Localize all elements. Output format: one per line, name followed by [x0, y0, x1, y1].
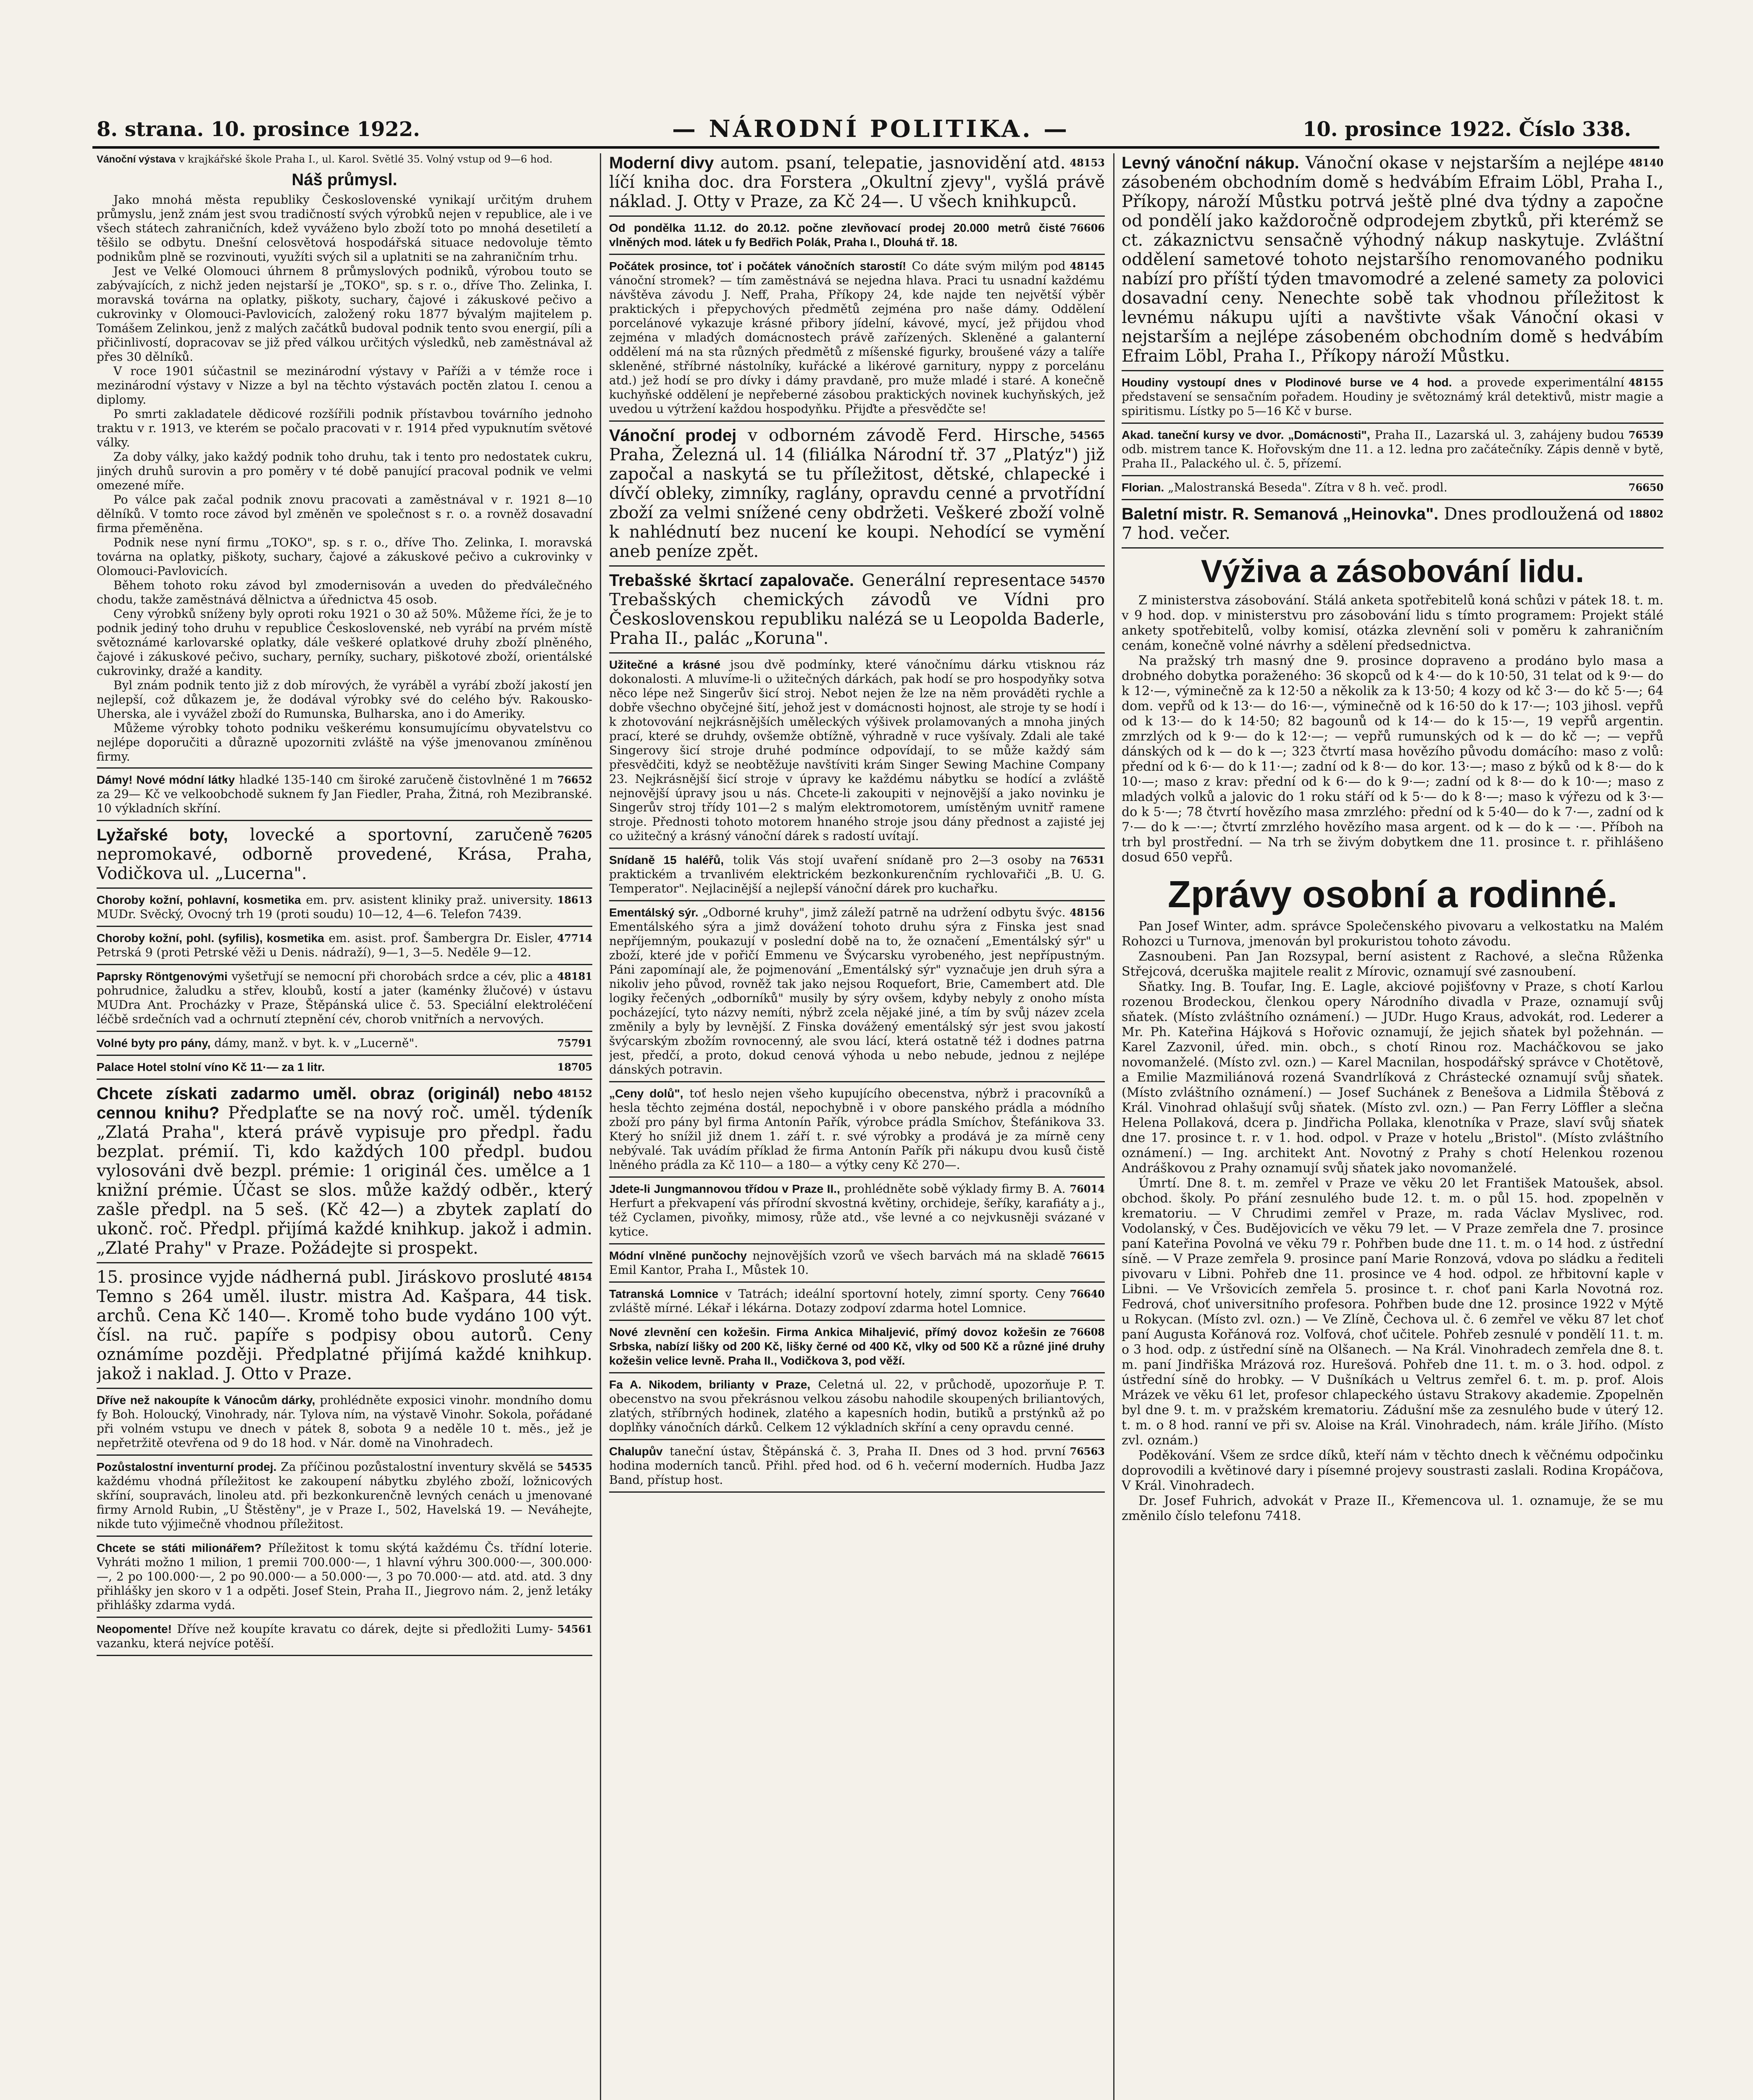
column-separator	[1113, 153, 1114, 2100]
ad-reference-number: 76014	[1070, 1183, 1105, 1195]
ad-body: taneční ústav, Štěpánská č. 3, Praha II. Dnes od 3 hod. první hodina moderních tanců. Přihl. před hod. od 6 h. večerní moderních. Hudba Jazz Band, přístup host.	[609, 1444, 1105, 1487]
ad-body: em. prv. asistent kliniky praž. university. MUDr. Svěcký, Ovocný trh 19 (proti soudu) 10—12, 4—6. Telefon 7439.	[97, 893, 553, 921]
ad-body: „Odborné kruhy", jimž záleží patrně na udržení odbytu švýc. Ementálského sýra a jimž dovážení tohoto druhu sýra z Finska jest snad nepříjemným, poukazují v poslední době na to, že označení „Ementálský sýr" u zboží, které jde v pořičí Emmenu ve Švýcarsku vyrobeného, jest nepřípustným. Páni zapomínají ale, že pojmenování „Ementálský sýr" vyznačuje jen druh sýra a nikoliv jeho původ, rovněž tak jako nejsou Roquefort, Brie, Camembert atd. Dle logiky řečených „odborníků" musily by sýry ovšem, kdyby nebyly z onoho místa pocházející, tyto názvy nemíti, nýbrž zcela nějaké jiné, a tím by svůj název zcela změnily a byly by levnější. Z Finska dovážený ementálský sýr jest svou jakostí švýcarským zbožím rovnocenný, ale svou lácí, která ostatně též i dodnes patrna jest, předčí, a proto, dokud cenová výhoda u nebo nebude, jednou z nejlépe dánských potravin.	[609, 906, 1105, 1076]
ad-reference-number: 76606	[1070, 222, 1105, 234]
classified-ad	[609, 1378, 1105, 1435]
ads-column-1	[97, 773, 592, 1656]
classified-ad	[609, 259, 1105, 416]
article-paragraph: Úmrtí. Dne 8. t. m. zemřel v Praze ve věku 20 let František Matoušek, absol. obchod. školy. Po přání zesnulého bude 12. t. m. o půl 15. hod. zpopelněn v krematoriu. — V Chrudimi zemřel v Praze, m. rada Václav Myslivec, rod. Vodolanský, v Čes. Budějovicích ve věku 79 let. — V Praze zemřela dne 7. prosince paní Kateřina Povolná ve věku 79 r. Pohřben bude dne 11. t. m. o 14 hod. z ústřední síně. — V Praze zemřela 9. prosince paní Marie Ronzová, vdova po sládku a řediteli pivovaru v Libni. Pohřeb dne 11. prosince ve 4 hod. odpol. ze hřbitovní kaple v Libni. — Ve Vršovicích zemřela 5. prosince t. r. choť pani Karla Novotná roz. Fedrová, choť universitního profesora. Pohřben bude dne 12. prosince 1922 v Mýtě u Rokycan. (Místo zvl. ozn.) — Ve Zlíně, Čechova ul. č. 6 zemřel ve věku 87 let choť paní Augusta Kořánová roz. Volfová, choť učitele. Pohřeb zesnulé v pondělí 11. t. m. o 3 hod. odp. z ústřední síně na Olšanech. — Na Král. Vinohradech zemřela dne 8. t. m. paní Jindřiška Mrázová roz. Hurešová. Pohřeb dne 11. t. m. o 3. hod. odpol. z ústřední síně do hrobky. — V Dušníkách u Veltrus zemřel 6. t. m. p. prof. Alois Mrázek ve věku 61 let, profesor chlapeckého ústavu Strakovy akademie. Zpopelněn byl dne 9. t. m. v pražském krematoriu. Zádušní mše za zesnulého bude v úterý 12. t. m. o 8 hod. ranní ve při sv. Aloise na Král. Vinohradech, nám. krále Jiřího. (Místo zvl. oznám.)	[1122, 1176, 1664, 1448]
classified-ad	[97, 1541, 592, 1612]
ad-headline: Fa A. Nikodem, brilianty v Praze,	[609, 1378, 811, 1391]
classified-ad	[609, 853, 1105, 896]
ad-body: dámy, manž. v byt. k. v „Lucerně".	[214, 1036, 418, 1050]
ad-reference-number: 47714	[557, 932, 592, 944]
article-paragraph: V roce 1901 súčastnil se mezinárodní výstavy v Paříži a v témže roce i mezinárodní výstavy v Nizze a byl na těchto výstavách poctěn zlatou I. cenou a diplomy.	[97, 364, 592, 407]
ad-headline: Akad. taneční kursy ve dvor. „Domácnosti",	[1122, 428, 1370, 441]
ad-headline: Ementálský sýr.	[609, 906, 699, 919]
classified-ad	[609, 1287, 1105, 1315]
divider	[97, 1262, 592, 1263]
article-paragraph: Jako mnohá města republiky Československé vynikají určitým druhem průmyslu, jenž znám jest svou tradičností svých výrobků nejen v republice, ale i ve všech státech zahraničních, kdež vyváženo bylo zboží toto po mnohá desetiletí a těšilo se odbytu. Dnešní celosvětová hospodářská situace nedovoluje těmto podnikům plně se rozvinouti, využíti svých sil a uplatniti se na zahraničním trhu.	[97, 193, 592, 264]
article-paragraph: Poděkování. Všem ze srdce díků, kteří nám v těchto dnech k věčnému odpočinku doprovodili a květinové dary i písemné projevy soustrasti zaslali. Rodina Kropáčova, V Král. Vinohradech.	[1122, 1448, 1664, 1493]
article-paragraph: Po válce pak začal podnik znovu pracovati a zaměstnával v r. 1921 8—10 dělníků. V tomto roce závod byl změněn ve společnost s r. o. a rovněž dosavadní firma přeměněna.	[97, 493, 592, 535]
ad-body: Co dáte svým milým pod vánoční stromek? — tím zaměstnává se nejedna hlava. Praci tu usnadní každému návštěva závodu J. Neff, Praha, Příkopy 24, kde najde ten největší výběr praktických i přepychových předmětů zejména pro naše dámy. Oddělení porcelánové vykazuje krásné přibory jídelní, kávové, mycí, jež přijdou vhod zejména v mladých domácnostech právě zařízených. Skleněné a galanterní oddělení má na sta různých předmětů z míšenské figurky, broušené vázy a talíře skleněné, stříbrné nástolníky, kuřácké a likérové garnitury, nyppy z porcelánu atd.) jež hodí se pro dívky i dámy pravdaně, pro muže mladé i staré. A konečně kuchyňské oddělení je nepřeberné zásobou praktických novinek kuchyňských, jež uvedou u výtržení každou hospodyňku. Přijďte a přesvědčte se!	[609, 259, 1105, 416]
page-number-date: 8. strana. 10. prosince 1922.	[97, 118, 420, 141]
ad-reference-number: 76640	[1070, 1288, 1105, 1300]
divider	[1122, 499, 1664, 500]
ads-column-2	[609, 153, 1105, 1493]
article-paragraph: Podnik nese nyní firmu „TOKO", sp. s r. o., dříve Tho. Zelinka, I. moravská továrna na oplatky, piškoty, suchary, čajové a zákuskové pečivo a cukrovinky v Olomouci-Pavlovicích.	[97, 536, 592, 578]
classified-ad	[97, 773, 592, 816]
ad-headline: Snídaně 15 haléřů,	[609, 853, 724, 866]
food-article	[1122, 593, 1664, 865]
divider	[97, 1655, 592, 1656]
ad-reference-number: 54535	[557, 1461, 592, 1473]
ad-headline: Vánoční prodej	[609, 426, 737, 445]
classified-ad	[97, 1036, 592, 1050]
ad-body: „Malostranská Beseda". Zítra v 8 h. več. prodl.	[1168, 480, 1448, 494]
article-paragraph: Zasnoubeni. Pan Jan Rozsypal, berní asistent z Rachové, a slečna Růženka Střejcová, dceruška majitele realit z Mírovic, oznamují své zasnoubení.	[1122, 949, 1664, 979]
ad-headline: Počátek prosince, toť i počátek vánočních starostí!	[609, 260, 907, 273]
ad-reference-number: 48155	[1628, 376, 1664, 388]
ad-headline: Moderní divy	[609, 154, 714, 172]
ad-headline: Chcete získati zadarmo uměl. obraz (originál) nebo cennou knihu?	[97, 1084, 553, 1122]
ad-headline: Tatranská Lomnice	[609, 1287, 719, 1300]
ad-headline: Paprsky Röntgenovými	[97, 970, 228, 983]
ad-headline: Chcete se státi milionářem?	[97, 1541, 262, 1554]
classified-ad	[97, 1460, 592, 1531]
ad-body: Dříve než koupíte kravatu co dárek, dejte si předložiti Lumy-vazanku, která nejvíce potěší.	[97, 1622, 553, 1650]
ad-reference-number: 48152	[557, 1087, 592, 1100]
ad-body: vyšetřují se nemocní při chorobách srdce a cév, plic a pohrudnice, žaludku a střev, kloubů, kostí a jater (kaménky žlučové) v ústavu MUDra Ant. Procházky v Praze, Štěpánská ulice č. 53. Speciální elektroléčení léčbě srdečních vad a ochrnutí ztepnění cév, chorob vnitřních a nervových.	[97, 969, 592, 1026]
divider	[609, 652, 1105, 654]
ad-headline: Houdiny vystoupí dnes v Plodinové burse ve 4 hod.	[1122, 376, 1452, 389]
classified-ad	[97, 1268, 592, 1383]
ad-reference-number: 18802	[1628, 508, 1664, 520]
ad-reference-number: 75791	[557, 1037, 592, 1049]
article-paragraph: Sňatky. Ing. B. Toufar, Ing. E. Lagle, akciové pojišťovny v Praze, s chotí Karlou rozenou Brodeckou, členkou opery Národního divadla v Praze, oznamují svůj sňatek. (Místo zvláštního oznámení.) — JUDr. Hugo Kraus, advokát, rod. Lederer a Mr. Ph. Kateřina Hájková s Hořovic oznamují, že jejich sňatek byl požehnán. — Karel Zazvonil, úřed. min. obch., s chotí Rinou roz. Macháčkovou se jako novomanželé. (Místo zvl. ozn.) — Karel Macnilan, hospodářský správce v Chotětově, a Emilie Mazmiliánová rozená Svandrlíková z Chrástecké oznamují svůj sňatek. (Místo zvláštního oznámení.) — Josef Suchánek z Benešova a Lidmila Štěbová z Král. Vinohrad ohlašují svůj sňatek. (Místo zvl. ozn.) — Pan Ferry Löffler a slečna Helena Pollaková, dcera p. Jindřicha Pollaka, klenotníka v Praze, slaví svůj sňatek dne 17. prosince t. r. v 1. hod. odpol. v Praze v hotelu „Bristol". (Místo zvláštního oznámení.) — Ing. architekt Ant. Novotný z Prahy s chotí Helenkou rozenou Andráškovou z Prahy oznamují svůj sňatek jako novomanželé.	[1122, 979, 1664, 1176]
divider	[609, 848, 1105, 849]
ad-reference-number: 76539	[1628, 429, 1664, 441]
classified-ad	[97, 1622, 592, 1651]
ad-headline: Jdete-li Jungmannovou třídou v Praze II.,	[609, 1182, 840, 1195]
column-1	[97, 153, 592, 2100]
ads-column-3	[1122, 153, 1664, 549]
divider	[1122, 475, 1664, 476]
article-paragraph: Za doby války, jako každý podnik toho druhu, tak i tento pro nedostatek cukru, jiných druhů surovin a pro poměry v té době panující pracoval podnik ve velmi omezené míře.	[97, 450, 592, 492]
divider	[609, 1439, 1105, 1440]
divider	[97, 926, 592, 927]
ad-headline: Trebašské škrtací zapalovače.	[609, 571, 854, 590]
ad-reference-number: 48154	[557, 1271, 592, 1283]
article-paragraph: Dr. Josef Fuhrich, advokát v Praze II., Křemencova ul. 1. oznamuje, že se mu změnilo číslo telefonu 7418.	[1122, 1494, 1664, 1523]
ad-headline: Choroby kožní, pohlavní, kosmetika	[97, 893, 301, 906]
ad-headline: „Ceny dolů",	[609, 1087, 683, 1100]
ad-body: tolik Vás stojí uvaření snídaně pro 2—3 osoby na praktickém a trvanlivém elektrickém bezkonkurenčním rychlovařiči „B. U. G. Temperator". Nejlacinější a nejlepší vánoční dárek pro kuchařku.	[609, 853, 1105, 895]
classified-ad	[609, 1325, 1105, 1368]
newspaper-title: — NÁRODNÍ POLITIKA. —	[672, 115, 1070, 143]
classified-ad	[609, 906, 1105, 1077]
divider	[609, 1081, 1105, 1082]
ad-reference-number: 76615	[1070, 1250, 1105, 1262]
ad-reference-number: 48140	[1628, 157, 1664, 169]
ad-body: Za příčinou pozůstalostní inventury skvělá se každému vhodná příležitost ke zakoupení nábytku zbylého zboží, ložnicových skříní, soupravách, linoleu atd. při bezkonkurenčně levných cenách u jmenované firmy Arnold Rubin, „U Štěstěny", je v Praze I., 502, Havelská 19. — Neváhejte, nikde tuto výjimečně vhodnou příležitost.	[97, 1460, 592, 1531]
divider	[97, 1536, 592, 1537]
ad-body: lovecké a sportovní, zaručeně nepromokavé, odborně provedené, Krása, Praha, Vodičkova ul. „Lucerna".	[97, 825, 592, 883]
ad-reference-number: 54565	[1070, 429, 1105, 441]
ad-body: 15. prosince vyjde nádherná publ. Jiráskovo prosluté Temno s 264 uměl. ilustr. mistra Ad. Kašpara, 44 tisk. archů. Cena Kč 140—. Kromě toho bude vydáno 100 výt. čísl. na ruč. papíře s podpisy obou autorů. Ceny oznámíme později. Předplatné přijímá každé knihkup. jakož i naklad. J. Otto v Praze.	[97, 1268, 592, 1383]
ad-headline: Neopomente!	[97, 1622, 172, 1635]
divider	[97, 1388, 592, 1389]
ad-headline: Módní vlněné punčochy	[609, 1249, 747, 1262]
section-title-personal: Zprávy osobní a rodinné.	[1167, 874, 1618, 916]
classified-ad	[609, 1444, 1105, 1487]
classified-ad	[609, 1249, 1105, 1277]
classified-ad	[1122, 428, 1664, 471]
header-rule	[92, 146, 1659, 149]
ad-reference-number: 54570	[1070, 574, 1105, 586]
divider	[97, 964, 592, 965]
ad-reference-number: 54561	[557, 1623, 592, 1635]
article-paragraph: Z ministerstva zásobování. Stálá anketa spotřebitelů koná schůzi v pátek 18. t. m. v 9 hod. dop. v ministerstvu pro zásobování lidu s tímto programem: Projekt stálé ankety spotřebitelů, volby komisí, otázka zlevnění soli v poměru k zahraničním cenám, konečně volné návrhy a sdělení předsednictva.	[1122, 593, 1664, 653]
ad-body: prohlédněte sobě výklady firmy B. A. Herfurt a překvapení vás přírodní skvostná květiny, orchideje, šeříky, karafiáty a j., též Cyclamen, pivoňky, mimosy, růže atd., vše levné a co nejvkusněji svázané v kytice.	[609, 1182, 1105, 1239]
divider	[97, 1031, 592, 1032]
page-header	[0, 109, 1753, 147]
article-paragraph: Ceny výrobků sníženy byly oproti roku 1921 o 30 až 50%. Můžeme říci, že je to podnik jediný toho druhu v republice Československé, neb vyrábí na prvém místě světoznámé karlovarské oplatky, dále veškeré oplatkové druhy zboží plněného, čajové i zákuskové pečivo, suchary, perníky, suchary, piškotové zboží, orientálské cukrovinky, dražé a kandity.	[97, 607, 592, 678]
ad-body: v odborném závodě Ferd. Hirsche, Praha, Železná ul. 14 (filiálka Národní tř. 37 „Platýz") již započal a naskytá se tu příležitost, dětské, chlapecké i dívčí obleky, zimníky, raglány, opravdu cenné a prvotřídní zboží za velmi snížené ceny obdržeti. Veškeré zboží volně k nahlédnutí bez nucení ke koupi. Nehodící se vymění aneb peníze zpět.	[609, 426, 1105, 561]
divider	[609, 420, 1105, 422]
classified-ad	[609, 153, 1105, 211]
ad-reference-number: 18705	[557, 1061, 592, 1073]
classified-ad	[97, 825, 592, 883]
article-paragraph: Můžeme výrobky tohoto podniku veškerému konsumujícímu obyvatelstvu co nejlépe doporučiti a důrazně upozorniti zvláště na výše jmenovanou zmíněnou firmy.	[97, 721, 592, 764]
ad-reference-number: 76650	[1628, 481, 1664, 494]
ad-reference-number: 48153	[1070, 157, 1105, 169]
divider	[609, 1176, 1105, 1178]
ad-reference-number: 76205	[557, 829, 592, 841]
classified-ad	[609, 571, 1105, 648]
ad-body: v Tatrách; ideální sportovní hotely, zimní sporty. Ceny zvláště mírné. Lékař i lékárna. Dotazy zodpoví zdarma hotel Lomnice.	[609, 1287, 1066, 1315]
ad-reference-number: 76652	[557, 774, 592, 786]
classified-ad	[609, 426, 1105, 561]
classified-ad	[97, 931, 592, 960]
ad-body: Celetná ul. 22, v průchodě, upozorňuje P. T. obecenstvo na svou překrásnou velkou zásobu nahodile skoupených briliantových, zlatých, stříbrných hodinek, zlatého a kapesních hodin, butiků a prstýnků až po doplňky vánočních dárků. Celkem 12 výkladních skříní a ceny opravdu cenné.	[609, 1378, 1105, 1434]
divider	[97, 767, 592, 769]
divider	[609, 900, 1105, 901]
article-paragraph: Pan Josef Winter, adm. správce Společenského pivovaru a velkostatku na Malém Rohozci u Turnova, jmenován byl prokuristou tohoto závodu.	[1122, 919, 1664, 949]
divider	[609, 565, 1105, 567]
ad-headline: Od pondělka 11.12. do 20.12. počne zlevňovací prodej 20.000 metrů čisté vlněných mod. látek u fy Bedřich Polák, Praha I., Dlouhá tř. 18.	[609, 221, 1066, 249]
ad-headline: Choroby kožní, pohl. (syfilis), kosmetika	[97, 932, 324, 945]
classified-ad	[97, 1084, 592, 1258]
classified-ad	[609, 658, 1105, 843]
ad-reference-number: 76608	[1070, 1326, 1105, 1338]
article-paragraph: Po smrti zakladatele dědicové rozšířili podnik přístavbou továrního jednoho traktu v r. 1913, ve kterém se počalo pracovati v r. 1914 před vypuknutím světové války.	[97, 407, 592, 449]
ad-body: Vánoční okase v nejstarším a nejlépe zásobeném obchodním domě s hedvábím Efraim Löbl, Praha I., Příkopy, nároží Můstku potrvá ještě plné dva týdny a započne od pondělí jako každoročně odprodejem zbytků, při kterémž se ct. zákaznictvu sensačně výhodný nákup naskytuje. Zvláštní oddělení sametové tohoto nejstaršího renomovaného podniku nabízí pro příští týden tmavomodré a zelené samety za polovici dosavadní ceny. Nenechte sobě tak vhodnou příležitost k levnému nákupu ujíti a navštivte však Vánoční okasi v nejstarším a nejlépe zásobeném obchodním domě s hedvábím Efraim Löbl, Praha I., Příkopy nároží Můstku.	[1122, 153, 1664, 366]
classified-ad	[97, 1393, 592, 1450]
ad-body: Generální representace Trebašských chemických závodů ve Vídni pro Československou republiku nalézá se u Leopolda Baderle, Praha II., palác „Koruna".	[609, 571, 1105, 648]
ad-reference-number: 76563	[1070, 1445, 1105, 1457]
ad-body: Dnes prodloužená od 7 hod. večer.	[1122, 504, 1624, 543]
ad-body: Příležitost k tomu skýtá každému Čs. třídní loterie. Vyhráti možno 1 milion, 1 premii 700.000·—, 1 hlavní výhru 300.000·—, 300.000·—, 2 po 100.000·—, 2 po 90.000·— a 50.000·—, 3 po 70.000·— atd. atd. atd. 3 dny přihlášky jen skoro v 1 a odpěti. Josef Stein, Praha II., Jiegrovo nám. 2, jenž letáky přihlášky zdarma vydá.	[97, 1541, 592, 1612]
column-3	[1122, 153, 1664, 2100]
ad-reference-number: 48145	[1070, 260, 1105, 272]
ad-reference-number: 48181	[557, 970, 592, 982]
classified-ad	[1122, 375, 1664, 418]
divider	[97, 1055, 592, 1056]
classified-ad	[1122, 480, 1664, 495]
issue-date-number: 10. prosince 1922. Číslo 338.	[1302, 118, 1631, 141]
ad-headline: Dámy! Nové módní látky	[97, 773, 235, 786]
column-2	[609, 153, 1105, 2100]
ad-headline: Užitečné a krásné	[609, 658, 721, 671]
classified-ad	[1122, 504, 1664, 543]
ad-body: nejnovějších vzorů ve všech barvách má na skladě Emil Kantor, Praha I., Můstek 10.	[609, 1249, 1066, 1277]
divider	[97, 1079, 592, 1080]
article-paragraph: Během tohoto roku závod byl zmodernisován a uveden do předválečného chodu, takže zaměstnává dělnictva a úřednictva 45 osob.	[97, 578, 592, 606]
ad-headline: Levný vánoční nákup.	[1122, 154, 1299, 172]
article-paragraph: Jest ve Velké Olomouci úhrnem 8 průmyslových podniků, výrobou touto se zabývajících, z nichž jeden nejstarší je „TOKO", sp. s r. o., dříve Tho. Zelinka, I. moravská továrna na oplatky, piškoty, suchary, čajové i zákuskové pečivo a cukrovinky v Olomouci-Pavlovicích, založený roku 1877 bývalým majitelem p. Tomášem Zelinkou, jenž z malých začátků budoval podnik tento svou energií, píli a přičinlivostí, dopracovav se již před válkou určitých výsledků, neb zaměstnával až přes 30 dělníků.	[97, 264, 592, 364]
ad-body: Praha II., Lazarská ul. 3, zahájeny budou odb. mistrem tance K. Hořovským dne 11. a 12. ledna pro začátečníky. Zápis denně v bytě, Praha II., Palackého ul. č. 5, přízemí.	[1122, 428, 1664, 470]
ad-body: jsou dvě podmínky, které vánočnímu dárku vtisknou ráz dokonalosti. A mluvíme-li o užitečných dárkách, pak hodí se pro hospodyňky sotva něco lépe než Singerův šicí stroj. Nebot nejen že lze na něm prováděti rychle a dobře všechno obyčejné šití, jehož jest v domácnosti hojnost, ale stroje ty se hodí i k zhotovování nejkrásnějších uměleckých výšivek prolamovaných a mnoha jiných prací, které se druhdy, ovšemže obtížně, výhradně v ruce vyšívaly. Zdali ale také Singerovy šicí stroje druhé podmínce odpovídají, to se může každý sám přesvědčiti, když se neobtěžuje navštíviti krám Singer Sewing Machine Company 23. Nejkrásnější šicí stroje v úpravy ke každému nábytku se hodící a zvláště nejnovější úpravy jsou u nás. Chcete-li zakoupiti v nejnovější a jako novinku je Singerův stroj třídy 101—2 s malým elektromotorem, umístěným uvnitř ramene stroje. Přednosti tohoto motorem hnaného stroje jsou dány přednost a zajisté jej co užitečný a krásný vánoční dárek s radostí uvítají.	[609, 658, 1105, 843]
classified-ad	[609, 1182, 1105, 1239]
ad-body: prohlédněte exposici vinohr. mondního domu fy Boh. Holoucký, Vinohrady, nár. Tylova ním, na výstavě Vinohr. Sokola, pořádané při volném vstupu ve dnech v pátek 8, sobota 9 a neděle 10 t. měs., jež je nepřetržitě otevřena od 9 do 18 hod. v Nár. domě na Vinohradech.	[97, 1393, 592, 1450]
section-title-food: Výživa a zásobování lidu.	[1201, 554, 1585, 589]
ad-headline: Palace Hotel stolní víno Kč 11·— za 1 litr.	[97, 1060, 325, 1074]
ad-headline: Volné byty pro pány,	[97, 1037, 211, 1050]
ad-body: toť heslo nejen všeho kupujícího obecenstva, nýbrž i pracovníků a hesla těchto zejména dostál, nepochybně i v obore panského prádla a módního zboží pro pány byl firma Antonín Pařík, výrobce prádla Smíchov, Štefánikova 33. Který ho snížil již dnem 1. září t. r. své výrobky a prodává je za mírně ceny nebývalé. Tak uvádím příklad že firma Antonín Pařík při nákupu dvou kusů čistě lněného prádla za Kč 110— a 180— a výtky ceny Kč 270—.	[609, 1087, 1105, 1172]
ad-headline: Baletní mistr. R. Semanová „Heinovka".	[1122, 505, 1439, 523]
divider	[1122, 370, 1664, 371]
ad-body: Předplaťte se na nový roč. uměl. týdeník „Zlatá Praha", která právě vypisuje pro předpl. řadu bezplat. prémií. Ti, kdo každých 100 předpl. budou vylosováni dvě bezpl. prémie: 1 originál čes. umělce a 1 knižní prémie. Účast se slos. může každý odběr., který zašle předpl. na 5 seš. (Kč 42—) a zbytek zaplatí do ukonč. roč. Předpl. přijímá každé knihkup. jakož i admin. „Zlaté Prahy" v Praze. Požádejte si prospekt.	[97, 1103, 592, 1258]
ad-body: em. asist. prof. Šambergra Dr. Eisler, Petrská 9 (proti Petrské věži u Denis. nádraží), 9—1, 3—5. Neděle 9—12.	[97, 931, 553, 959]
column-separator	[600, 153, 601, 2100]
ad-headline: Dříve než nakoupíte k Vánocům dárky,	[97, 1394, 315, 1407]
divider	[609, 1320, 1105, 1321]
ad-reference-number: 76531	[1070, 854, 1105, 866]
classified-ad	[609, 221, 1105, 249]
divider	[609, 1491, 1105, 1493]
ad-body: hladké 135-140 cm široké zaručeně čistovlněné 1 m za 29— Kč ve velkoobchodě suknem fy Jan Fiedler, Praha, Žitná, roh Mezibranské. 10 výkladních skříní.	[97, 773, 592, 815]
ad-headline: Pozůstalostní inventurní prodej.	[97, 1460, 277, 1473]
divider	[97, 1454, 592, 1456]
industry-article	[97, 193, 592, 764]
article-paragraph: Na pražský trh masný dne 9. prosince dopraveno a prodáno bylo masa a drobného dobytka poraženého: 36 skopců od k 4·— do k 10·50, 31 telat od k 9·— do k 12·—, výminečně za k 12·50 a několik za k 13·50; 4 kozy od kč 3·— do kč 5·—; 64 dom. vepřů od k 13·— do 16·—, výminečně od k 16·50 do k 17·—; 103 jihosl. vepřů od k 13·— do k 14·50; 82 bagounů od k 14·— do k 15·—, 19 vepřů argentin. zmrzlých od k 9·— do k 12·—; — vepřů rumunských od k — do kč —; — vepřů dánských od k — do k —; 323 čtvrtí masa hovězího původu domácího: maso z volů: přední od k 6·— do k 11·—; zadní od k 8·— do kor. 13·—; maso z býků od k 8·— do k 10·—; maso z krav: přední od k 6·— do k 9·—; zadní od k 8·— do k 10·—; maso z mladých volků a jalovic do 1 roku stáří od k 5·— do k 8·—; maso k výřezu od k 3·— do k 5·—; 78 čtvrtí hovězího masa zmrzlého: přední od k 5·40— do k 7·—, zadní od k 7·— do k —·—; čtvrtí zmrzlého hovězího masa argent. od k — do k — ·—. Příboh na trh byl prostřední. — Na trh se živým dobytkem dne 11. prosince t. r. přihlášeno dosud 650 vepřů.	[1122, 654, 1664, 865]
divider	[609, 254, 1105, 255]
divider	[97, 820, 592, 821]
ad-headline: Florian.	[1122, 481, 1164, 494]
divider	[609, 1372, 1105, 1373]
ad-body: a provede experimentální představení se sensačním pořadem. Houdiny je světoznámý král detektivů, mistr magie a spiritismu. Lístky po 5—16 Kč v burse.	[1122, 375, 1664, 418]
classified-ad	[97, 893, 592, 921]
section-title-industry: Náš průmysl.	[292, 171, 397, 189]
personal-news	[1122, 919, 1664, 1524]
classified-ad	[97, 1060, 592, 1074]
ad-reference-number: 18613	[557, 894, 592, 906]
divider	[97, 887, 592, 889]
classified-ad	[609, 1087, 1105, 1172]
classified-ad	[1122, 153, 1664, 366]
ad-body: autom. psaní, telepatie, jasnovidění atd. líčí kniha doc. dra Forstera „Okultní zjevy", vyšlá právě náklad. J. Otty v Praze, za Kč 24—. U všech knihkupců.	[609, 153, 1105, 211]
divider	[609, 1281, 1105, 1283]
divider	[1122, 547, 1664, 549]
ad-headline: Nové zlevnění cen kožešin. Firma Ankica Mihaljević, přímý dovoz kožešin ze Srbska, nabízí lišky od 200 Kč, lišky černé od 400 Kč, vlky od 500 Kč a různé jiné druhy kožešin velice levně. Praha II., Vodičkova 3, pod věží.	[609, 1326, 1105, 1367]
divider	[609, 1243, 1105, 1244]
divider	[97, 1617, 592, 1618]
article-paragraph: Byl znám podnik tento již z dob mírových, že vyráběl a vyrábí zboží jakostí jen nejlepší, což důkazem je, že dodával výrobky své do celého býv. Rakousko-Uherska, ale i vyvážel zboží do Rumunska, Bulharska, ano i do Ameriky.	[97, 678, 592, 721]
divider	[609, 215, 1105, 217]
ad-headline: Chalupův	[609, 1445, 663, 1458]
classified-ad	[97, 969, 592, 1026]
ad-headline: Lyžařské boty,	[97, 826, 228, 844]
ad-reference-number: 48156	[1070, 906, 1105, 919]
exhibit-notice: Vánoční výstava v krajkářské škole Praha I., ul. Karol. Světlé 35. Volný vstup od 9—6 hod.	[97, 153, 553, 165]
divider	[1122, 423, 1664, 424]
